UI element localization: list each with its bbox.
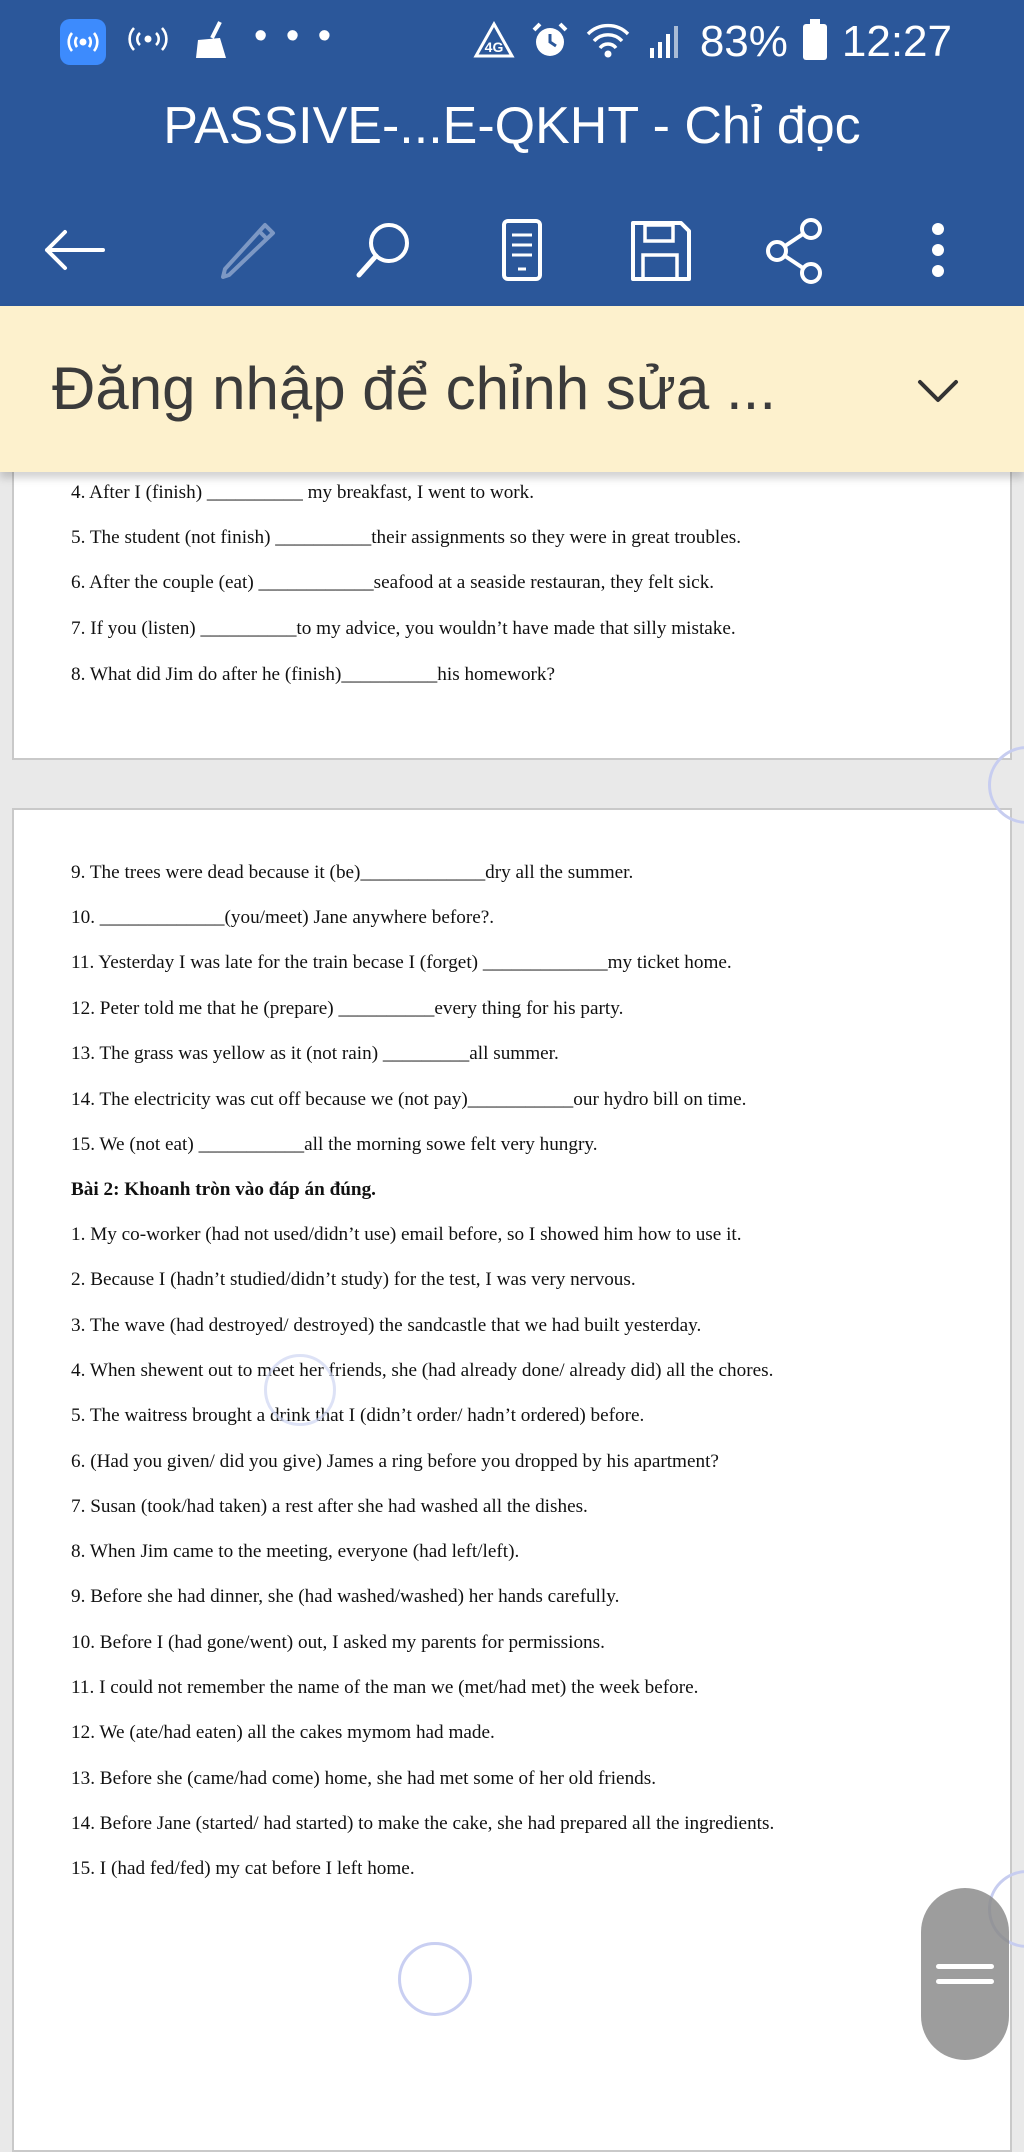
- exercise-line: 9. Before she had dinner, she (had washed/washed) her hands carefully.: [71, 1586, 620, 1607]
- exercise-line: 4. When shewent out to meet her friends, she (had already done/ already did) all the chores.: [71, 1360, 774, 1381]
- document-page-2: [12, 808, 1012, 2152]
- exercise-line: 3. The wave (had destroyed/ destroyed) the sandcastle that we had built yesterday.: [71, 1315, 702, 1336]
- toolbar: [0, 194, 1024, 306]
- touch-indicator-ring: [264, 1354, 336, 1426]
- sign-in-banner-text[interactable]: Đăng nhập để chỉnh sửa ...: [52, 355, 776, 422]
- exercise-line: 15. I (had fed/fed) my cat before I left home.: [71, 1858, 415, 1879]
- exercise-line: 10. Before I (had gone/went) out, I asked my parents for permissions.: [71, 1632, 605, 1653]
- reading-view-button[interactable]: [474, 202, 570, 298]
- exercise-line: 4. After I (finish) __________ my breakfast, I went to work.: [71, 482, 535, 503]
- more-vert-icon: [923, 215, 953, 285]
- battery-percent: 83%: [699, 17, 788, 66]
- scroll-handle[interactable]: [921, 1888, 1009, 2060]
- reading-view-icon: [492, 215, 552, 285]
- touch-indicator-ring: [398, 1942, 472, 2016]
- share-button[interactable]: [748, 202, 844, 298]
- title-bar: [0, 84, 1024, 194]
- exercise-line: 13. Before she (came/had come) home, she had met some of her old friends.: [71, 1768, 657, 1789]
- document-view[interactable]: [0, 472, 1024, 2106]
- data-saver-icon: [472, 20, 516, 65]
- more-options-button[interactable]: [890, 202, 986, 298]
- exercise-line: 1. My co-worker (had not used/didn’t use) email before, so I showed him how to use it.: [71, 1224, 742, 1245]
- back-button[interactable]: [26, 202, 122, 298]
- sign-in-banner[interactable]: [0, 306, 1024, 472]
- exercise-line: 7. Susan (took/had taken) a rest after she had washed all the dishes.: [71, 1496, 588, 1517]
- exercise-line: 12. We (ate/had eaten) all the cakes mymom had made.: [71, 1722, 495, 1743]
- section-title: Bài 2: Khoanh tròn vào đáp án đúng.: [71, 1179, 376, 1200]
- exercise-line: 14. Before Jane (started/ had started) to make the cake, she had prepared all the ingredients.: [71, 1813, 775, 1834]
- exercise-line: 10. _____________(you/meet) Jane anywhere before?.: [71, 907, 495, 928]
- exercise-line: 15. We (not eat) ___________all the morning sowe felt very hungry.: [71, 1134, 598, 1155]
- exercise-line: 6. (Had you given/ did you give) James a ring before you dropped by his apartment?: [71, 1451, 719, 1472]
- grip-line: [936, 1979, 994, 1984]
- document-page-1: [12, 452, 1012, 760]
- edit-button[interactable]: [200, 202, 296, 298]
- exercise-line: 6. After the couple (eat) ____________seafood at a seaside restauran, they felt sick.: [71, 572, 715, 593]
- cleaner-broom-icon: [190, 18, 234, 67]
- search-icon: [349, 215, 419, 285]
- exercise-line: 8. What did Jim do after he (finish)__________his homework?: [71, 664, 556, 685]
- battery-icon: [802, 19, 828, 66]
- exercise-line: 11. Yesterday I was late for the train becase I (forget) _____________my ticket home.: [71, 952, 732, 973]
- document-title: PASSIVE-...E-QKHT - Chỉ đọc: [163, 97, 861, 155]
- search-button[interactable]: [336, 202, 432, 298]
- exercise-line: 5. The waitress brought a drink that I (didn’t order/ hadn’t ordered) before.: [71, 1405, 645, 1426]
- exercise-line: 12. Peter told me that he (prepare) __________every thing for his party.: [71, 998, 624, 1019]
- exercise-line: 7. If you (listen) __________to my advice, you wouldn’t have made that silly mistake.: [71, 618, 736, 639]
- more-notifications-icon: • • •: [254, 14, 336, 57]
- hotspot-icon: [60, 19, 106, 65]
- wifi-icon: [584, 20, 632, 65]
- exercise-line: 9. The trees were dead because it (be)_____________dry all the summer.: [71, 862, 634, 883]
- exercise-line: 11. I could not remember the name of the man we (met/had met) the week before.: [71, 1677, 699, 1698]
- signal-icon: [646, 20, 686, 65]
- clock: 12:27: [841, 17, 952, 66]
- status-bar: [0, 0, 1024, 84]
- alarm-icon: [530, 20, 570, 65]
- exercise-line: 2. Because I (hadn’t studied/didn’t study) for the test, I was very nervous.: [71, 1269, 636, 1290]
- wifi-calling-icon: [126, 20, 170, 65]
- exercise-line: 5. The student (not finish) __________their assignments so they were in great troubles.: [71, 527, 742, 548]
- save-button[interactable]: [612, 202, 708, 298]
- edit-pencil-icon: [213, 215, 283, 285]
- share-icon: [761, 215, 831, 285]
- chevron-down-icon[interactable]: [908, 366, 968, 416]
- svg-text:4G: 4G: [484, 38, 504, 55]
- exercise-line: 14. The electricity was cut off because we (not pay)___________our hydro bill on time.: [71, 1089, 747, 1110]
- save-icon: [625, 215, 695, 285]
- grip-line: [936, 1964, 994, 1969]
- exercise-line: 8. When Jim came to the meeting, everyone (had left/left).: [71, 1541, 520, 1562]
- exercise-line: 13. The grass was yellow as it (not rain) _________all summer.: [71, 1043, 559, 1064]
- back-arrow-icon: [39, 220, 109, 280]
